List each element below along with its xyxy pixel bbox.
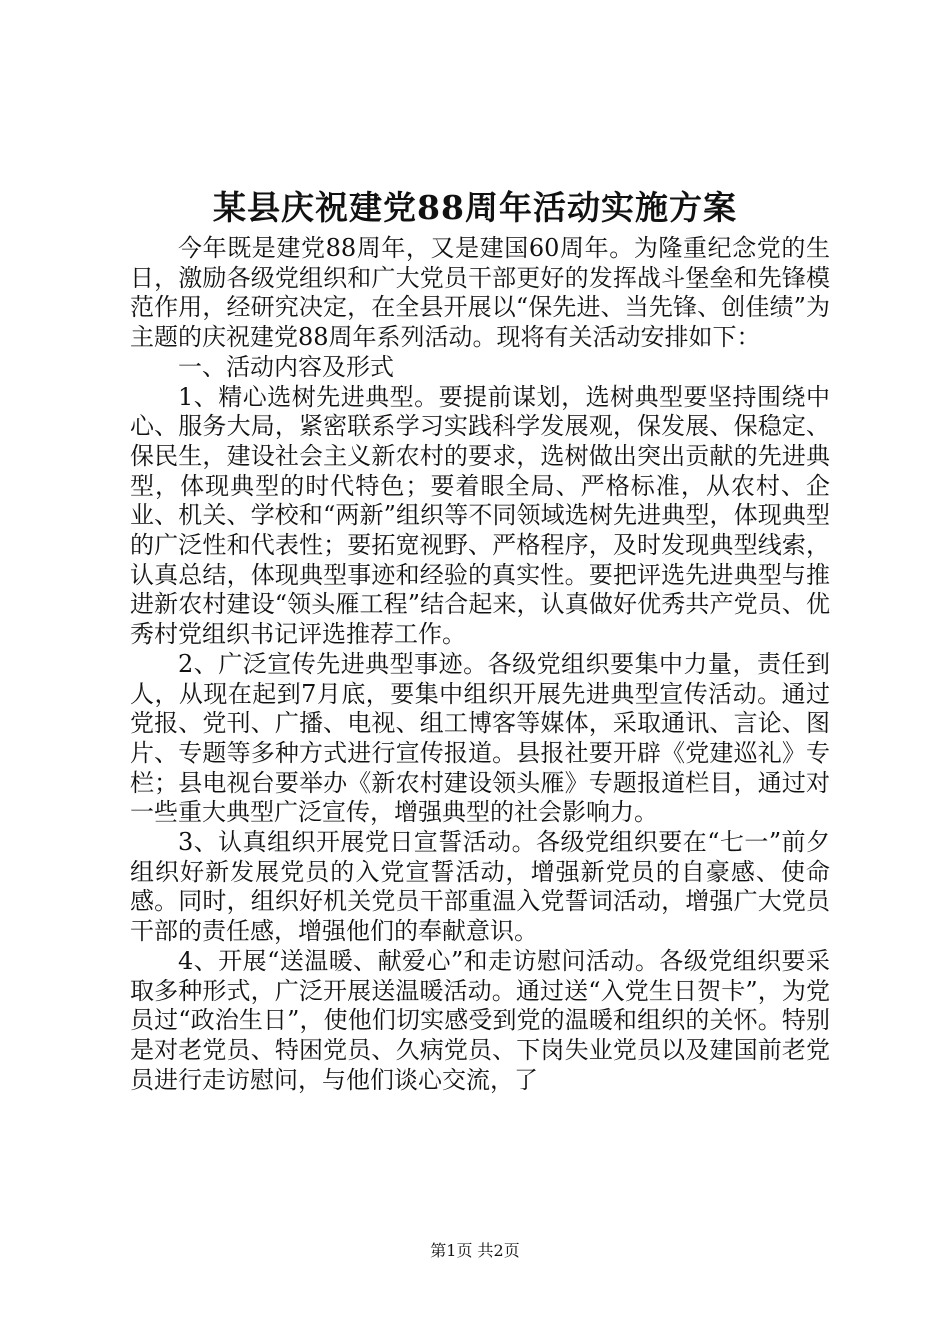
document-body xyxy=(130,234,830,1095)
page-footer: 第1页 共2页 xyxy=(430,1241,520,1260)
intro-paragraph: 今年既是建党88周年，又是建国60周年。为隆重纪念党的生日，激励各级党组织和广大党员干部更好的发挥战斗堡垒和先锋模范作用，经研究决定，在全县开展以“保先进、当先锋、创佳绩”为主题的庆祝建党88周年系列活动。现将有关活动安排如下： xyxy=(130,234,830,352)
item-4-paragraph: 4、开展“送温暖、献爱心”和走访慰问活动。各级党组织要采取多种形式，广泛开展送温暖活动。通过送“入党生日贺卡”，为党员过“政治生日”，使他们切实感受到党的温暖和组织的关怀。特别是对老党员、特困党员、久病党员、下岗失业党员以及建国前老党员进行走访慰问，与他们谈心交流，了 xyxy=(130,946,830,1094)
document-title: 某县庆祝建党88周年活动实施方案 xyxy=(213,188,737,227)
item-2-paragraph: 2、广泛宣传先进典型事迹。各级党组织要集中力量，责任到人，从现在起到7月底，要集中组织开展先进典型宣传活动。通过党报、党刊、广播、电视、组工博客等媒体，采取通讯、言论、图片、专题等多种方式进行宣传报道。县报社要开辟《党建巡礼》专栏；县电视台要举办《新农村建设领头雁》专题报道栏目，通过对一些重大典型广泛宣传，增强典型的社会影响力。 xyxy=(130,649,830,827)
item-3-paragraph: 3、认真组织开展党日宣誓活动。各级党组织要在“七一”前夕组织好新发展党员的入党宣誓活动，增强新党员的自豪感、使命感。同时，组织好机关党员干部重温入党誓词活动，增强广大党员干部的责任感，增强他们的奉献意识。 xyxy=(130,828,830,946)
section-heading-activities: 一、活动内容及形式 xyxy=(178,352,394,381)
item-1-paragraph: 1、精心选树先进典型。要提前谋划，选树典型要坚持围绕中心、服务大局，紧密联系学习实践科学发展观，保发展、保稳定、保民生，建设社会主义新农村的要求，选树做出突出贡献的先进典型，体现典型的时代特色；要着眼全局、严格标准，从农村、企业、机关、学校和“两新”组织等不同领域选树先进典型，体现典型的广泛性和代表性；要拓宽视野、严格程序，及时发现典型线索，认真总结，体现典型事迹和经验的真实性。要把评选先进典型与推进新农村建设“领头雁工程”结合起来，认真做好优秀共产党员、优秀村党组织书记评选推荐工作。 xyxy=(130,382,830,649)
